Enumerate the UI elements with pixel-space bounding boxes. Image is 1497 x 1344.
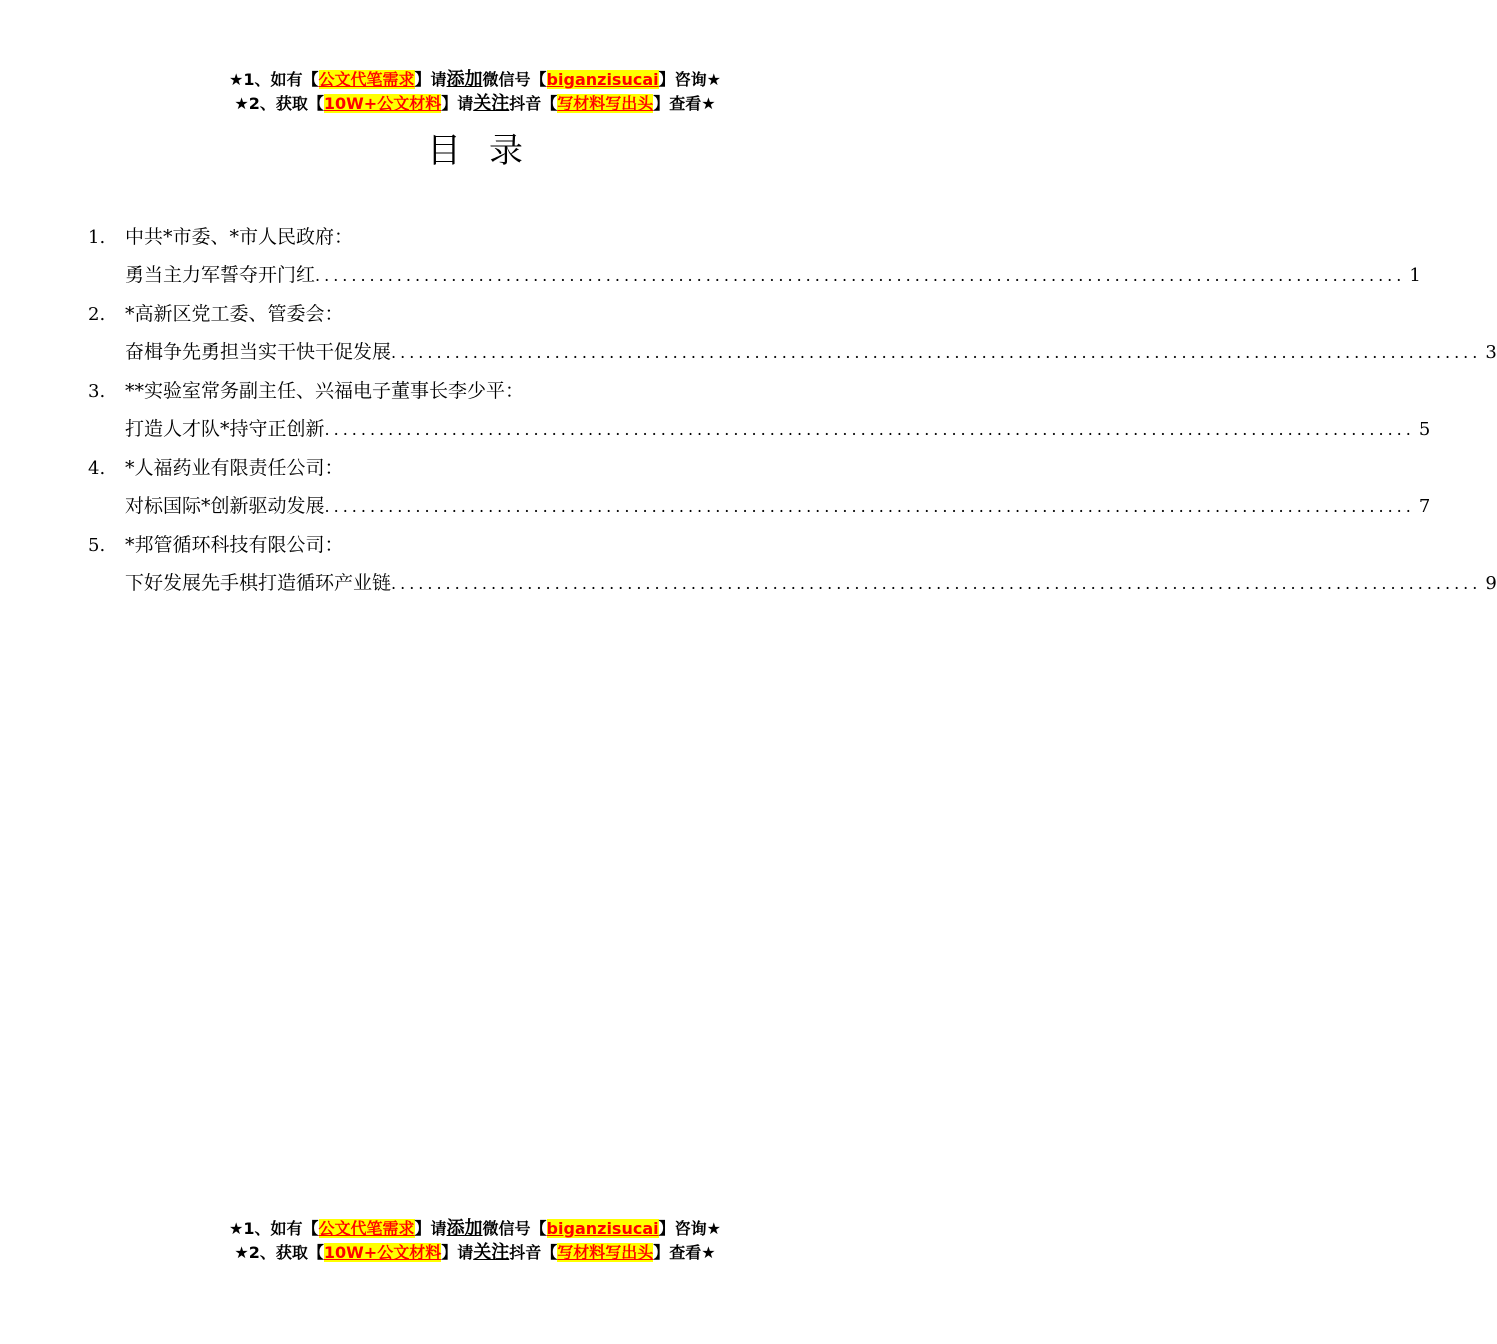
toc-leader-dots: ........................................................................................................................ xyxy=(391,574,1482,593)
toc-entry xyxy=(88,218,1421,295)
banner-underlined: 添加 xyxy=(446,1218,483,1239)
banner-highlight: 10W+公文材料 xyxy=(323,1243,442,1262)
toc-entry-heading-line xyxy=(88,218,860,256)
footer-banner xyxy=(0,1217,950,1265)
banner-text: ★1、如有【 xyxy=(229,70,319,89)
toc-entry-subtitle-line[interactable] xyxy=(88,564,1497,603)
banner-text: 抖音【 xyxy=(509,1243,558,1262)
toc-entry-number: 4. xyxy=(88,458,106,479)
header-banner xyxy=(0,68,950,116)
toc-entry-page-number: 3 xyxy=(1485,342,1497,363)
toc-leader-dots: ........................................................................................................................ xyxy=(315,266,1406,285)
toc-leader-dots: ........................................................................................................................ xyxy=(324,497,1415,516)
banner-line-2 xyxy=(0,92,950,116)
toc-entry-subtitle-line[interactable] xyxy=(88,256,1421,295)
toc-entry-heading-line xyxy=(88,449,860,487)
banner-text: 】请 xyxy=(414,1219,447,1238)
banner-highlight: 写材料写出头 xyxy=(557,94,654,113)
toc-entry-heading: **实验室常务副主任、兴福电子董事长李少平： xyxy=(125,380,525,402)
banner-text: ★1、如有【 xyxy=(229,1219,319,1238)
toc-entry-number: 1. xyxy=(88,227,106,248)
banner-highlight: 公文代笔需求 xyxy=(318,1219,415,1238)
table-of-contents xyxy=(88,218,1497,603)
banner-text: 】查看★ xyxy=(653,1243,716,1262)
banner-line-1 xyxy=(0,68,950,92)
toc-leader-dots: ........................................................................................................................ xyxy=(391,343,1482,362)
banner-text: 】咨询★ xyxy=(658,1219,721,1238)
toc-leader-dots: ........................................................................................................................ xyxy=(324,420,1415,439)
banner-highlight: 10W+公文材料 xyxy=(323,94,442,113)
banner-line-1 xyxy=(0,1217,950,1241)
toc-entry-page-number: 1 xyxy=(1409,265,1421,286)
banner-text: 】咨询★ xyxy=(658,70,721,89)
banner-text: 】查看★ xyxy=(653,94,716,113)
toc-entry-heading-line xyxy=(88,372,860,410)
banner-highlight: biganzisucai xyxy=(546,1219,659,1238)
banner-text: 】请 xyxy=(414,70,447,89)
toc-entry xyxy=(88,526,1497,603)
toc-entry-subtitle: 打造人才队*持守正创新 xyxy=(125,418,325,440)
toc-entry-heading: *高新区党工委、管委会： xyxy=(125,303,344,325)
banner-text: 】请 xyxy=(441,94,474,113)
banner-underlined: 添加 xyxy=(446,69,483,90)
toc-entry-number: 2. xyxy=(88,304,106,325)
banner-highlight: biganzisucai xyxy=(546,70,659,89)
banner-text: 微信号【 xyxy=(482,1219,547,1238)
toc-entry-subtitle-line[interactable] xyxy=(88,487,1431,526)
toc-entry-number: 5. xyxy=(88,535,106,556)
banner-highlight: 公文代笔需求 xyxy=(318,70,415,89)
page-title xyxy=(0,128,950,174)
banner-text: ★2、获取【 xyxy=(234,94,324,113)
toc-entry-subtitle-line[interactable] xyxy=(88,410,1431,449)
banner-line-2 xyxy=(0,1241,950,1265)
toc-entry-page-number: 9 xyxy=(1485,573,1497,594)
toc-entry-heading: *邦管循环科技有限公司： xyxy=(125,534,344,556)
toc-entry-page-number: 5 xyxy=(1418,419,1431,440)
banner-text: 抖音【 xyxy=(509,94,558,113)
toc-entry xyxy=(88,372,1431,449)
toc-entry-heading: *人福药业有限责任公司： xyxy=(125,457,344,479)
banner-underlined: 关注 xyxy=(473,1242,510,1263)
toc-entry xyxy=(88,295,1497,372)
toc-entry-page-number: 7 xyxy=(1418,496,1431,517)
toc-entry-subtitle-line[interactable] xyxy=(88,333,1497,372)
banner-text: ★2、获取【 xyxy=(234,1243,324,1262)
toc-entry-number: 3. xyxy=(88,381,106,402)
toc-entry-heading-line xyxy=(88,526,860,564)
banner-highlight: 写材料写出头 xyxy=(557,1243,654,1262)
toc-entry-subtitle: 奋楫争先勇担当实干快干促发展 xyxy=(125,341,392,363)
toc-entry-subtitle: 对标国际*创新驱动发展 xyxy=(125,495,325,517)
page-title-text: 目录 xyxy=(427,131,551,171)
banner-text: 微信号【 xyxy=(482,70,547,89)
toc-entry-heading: 中共*市委、*市人民政府： xyxy=(125,226,354,248)
banner-underlined: 关注 xyxy=(473,93,510,114)
toc-entry-subtitle: 勇当主力军誓夺开门红 xyxy=(125,264,316,286)
banner-text: 】请 xyxy=(441,1243,474,1262)
toc-entry-subtitle: 下好发展先手棋打造循环产业链 xyxy=(125,572,392,594)
toc-entry xyxy=(88,449,1431,526)
toc-entry-heading-line xyxy=(88,295,860,333)
